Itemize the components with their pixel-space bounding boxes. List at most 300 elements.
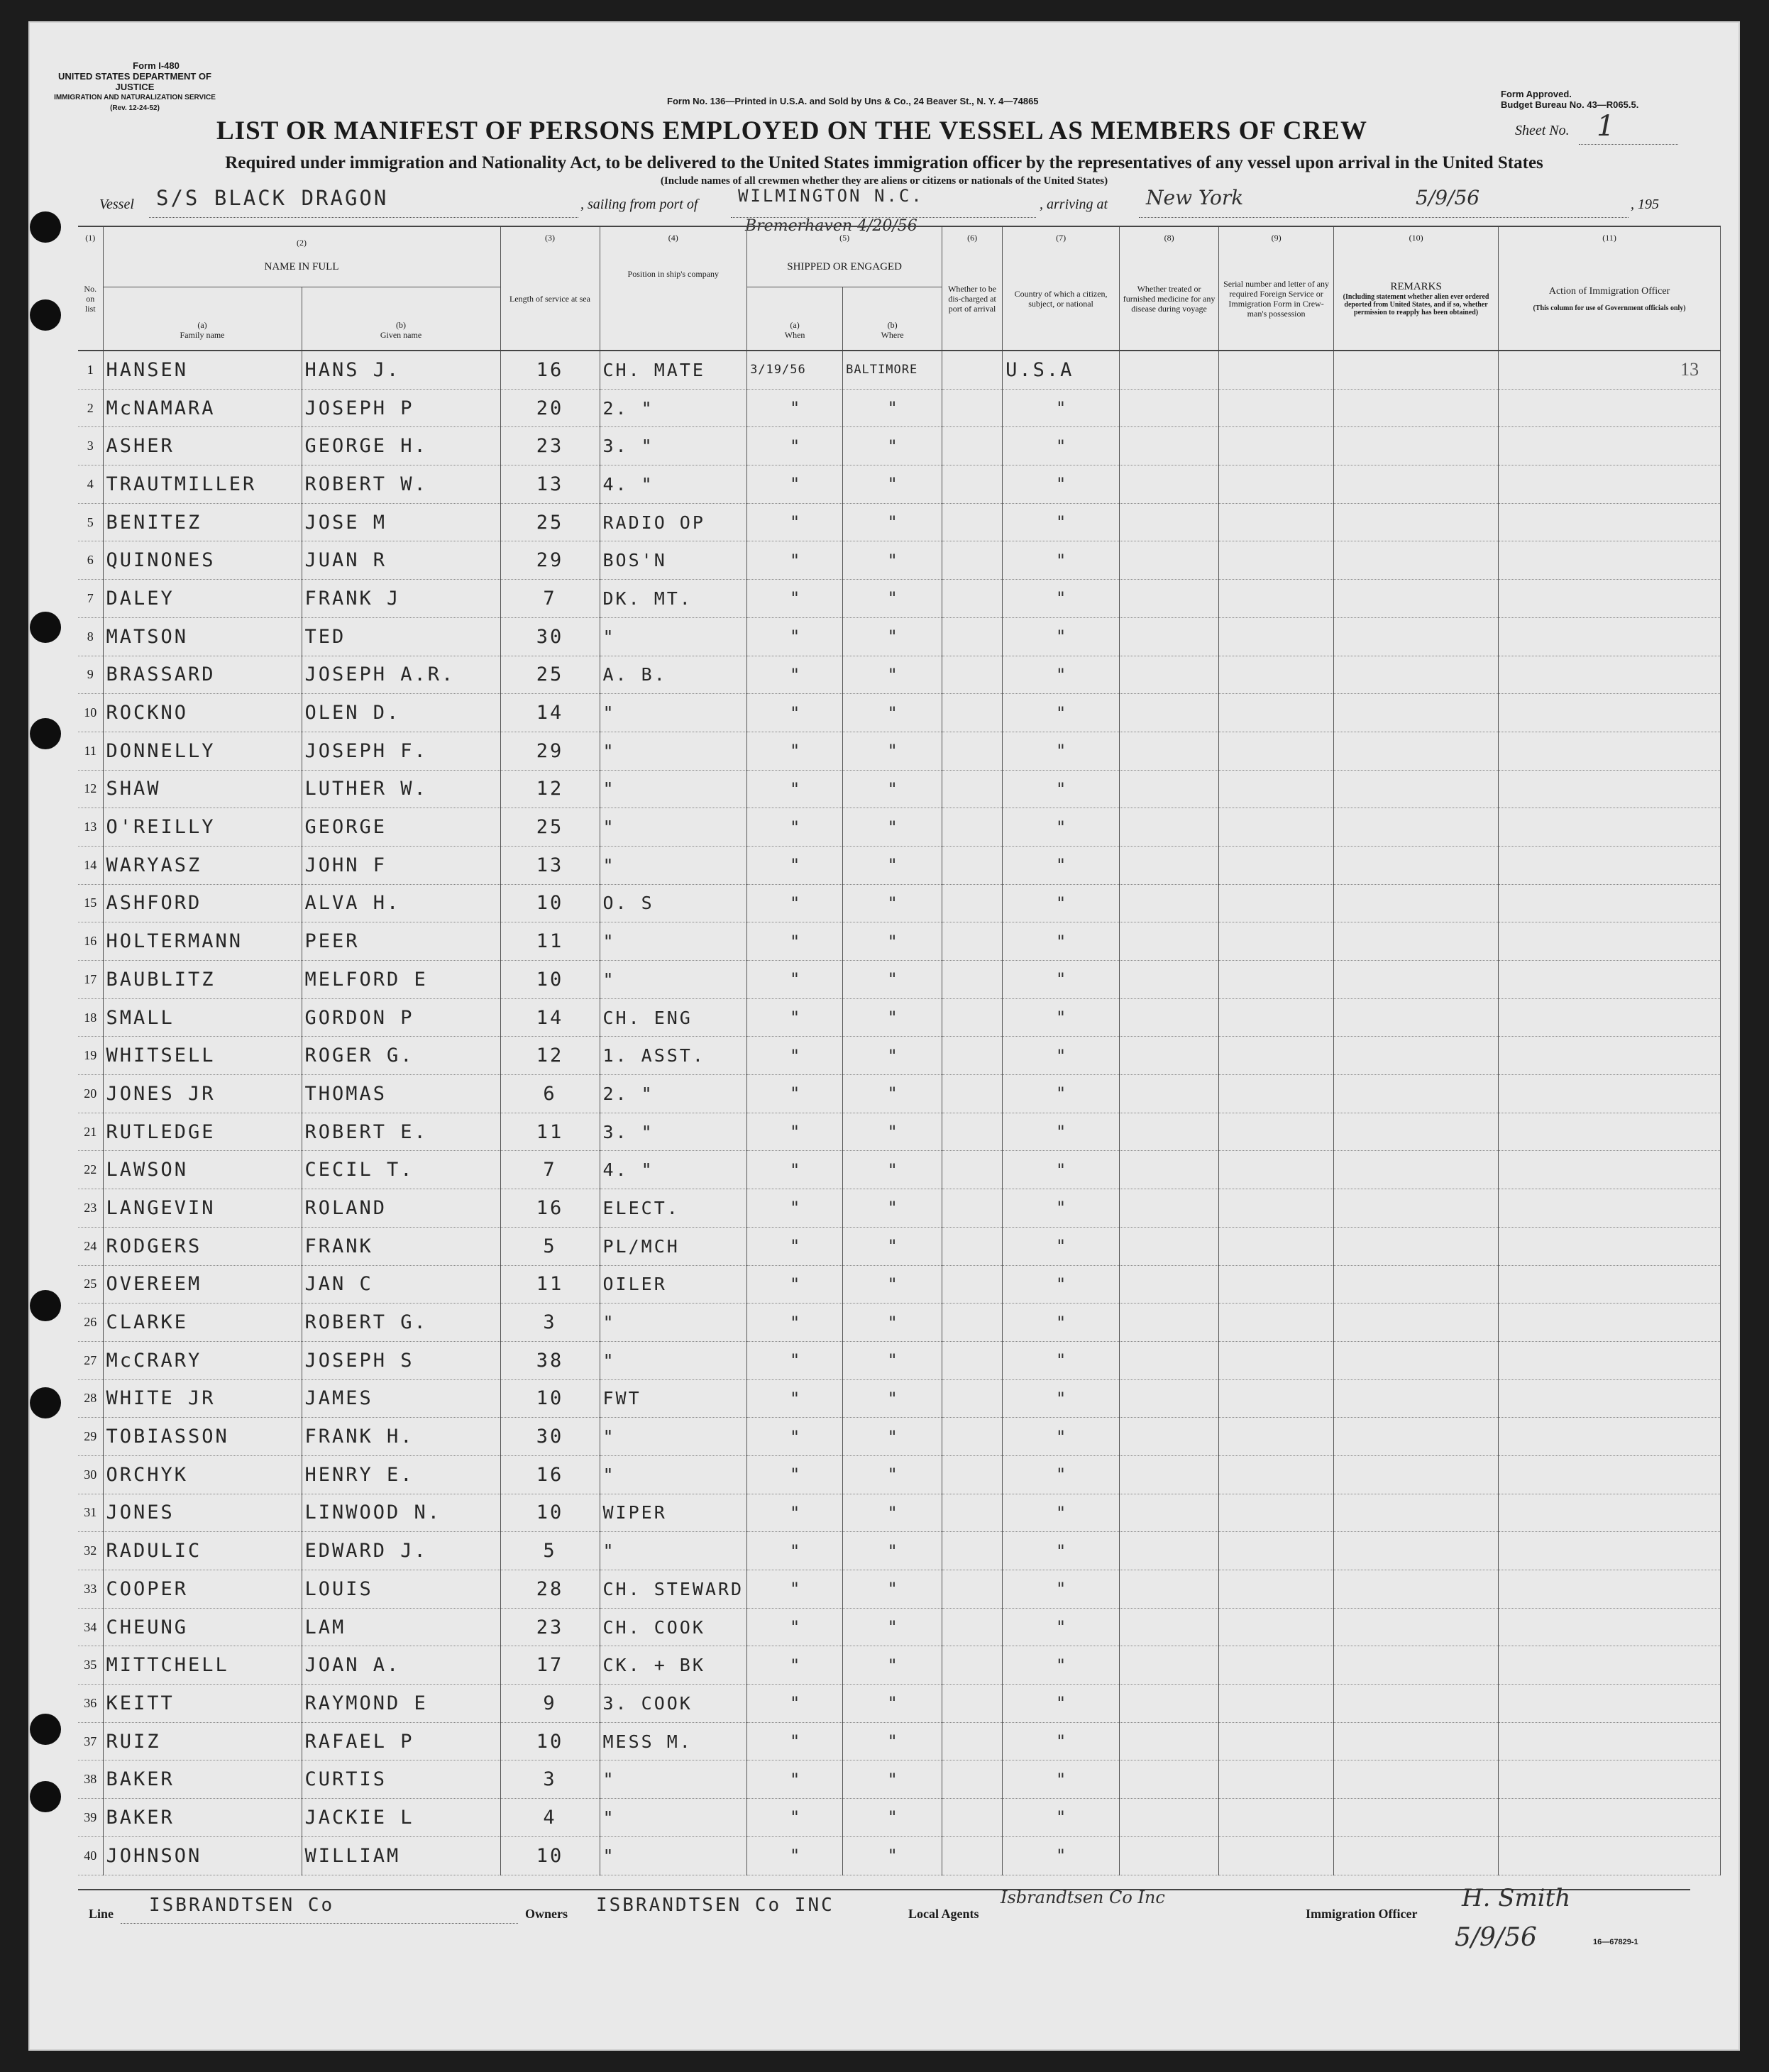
shipped-when: " bbox=[747, 1151, 843, 1189]
discharged bbox=[942, 503, 1003, 541]
serial bbox=[1219, 1113, 1334, 1151]
form-id-block bbox=[50, 60, 220, 114]
shipped-where: " bbox=[843, 580, 942, 618]
action bbox=[1499, 1532, 1721, 1570]
given-name: LAM bbox=[302, 1608, 500, 1646]
family-name: OVEREEM bbox=[103, 1265, 302, 1304]
action bbox=[1499, 1227, 1721, 1265]
given-name: THOMAS bbox=[302, 1075, 500, 1113]
discharged bbox=[942, 1760, 1003, 1799]
discharged bbox=[942, 1799, 1003, 1837]
treated bbox=[1120, 1646, 1219, 1685]
shipped-where: " bbox=[843, 961, 942, 999]
family-name: BAKER bbox=[103, 1760, 302, 1799]
serial bbox=[1219, 808, 1334, 847]
country: " bbox=[1003, 427, 1120, 465]
service-length: 3 bbox=[500, 1760, 600, 1799]
position: " bbox=[600, 1760, 747, 1799]
row-number: 4 bbox=[78, 465, 103, 504]
subnote: (Include names of all crewmen whether they are aliens or citizens or nationals of the United States) bbox=[660, 175, 1108, 187]
row-number: 26 bbox=[78, 1304, 103, 1342]
crew-row bbox=[78, 1418, 1721, 1456]
revision: (Rev. 12-24-52) bbox=[110, 104, 160, 112]
col-no-num: (1) bbox=[78, 226, 103, 248]
shipped-when: " bbox=[747, 998, 843, 1037]
service-length: 3 bbox=[500, 1304, 600, 1342]
service-length: 29 bbox=[500, 541, 600, 580]
shipped-where: " bbox=[843, 998, 942, 1037]
country: " bbox=[1003, 808, 1120, 847]
discharged bbox=[942, 427, 1003, 465]
service-length: 10 bbox=[500, 1722, 600, 1760]
shipped-where: " bbox=[843, 1075, 942, 1113]
position: " bbox=[600, 1799, 747, 1837]
serial bbox=[1219, 1836, 1334, 1875]
shipped-where: " bbox=[843, 884, 942, 922]
given-name: LOUIS bbox=[302, 1570, 500, 1609]
country: " bbox=[1003, 541, 1120, 580]
serial bbox=[1219, 770, 1334, 808]
remarks bbox=[1334, 1151, 1499, 1189]
service-length: 4 bbox=[500, 1799, 600, 1837]
position: MESS M. bbox=[600, 1722, 747, 1760]
action bbox=[1499, 1189, 1721, 1228]
shipped-when: " bbox=[747, 846, 843, 884]
crew-row bbox=[78, 846, 1721, 884]
serial bbox=[1219, 1265, 1334, 1304]
given-name: JUAN R bbox=[302, 541, 500, 580]
shipped-when: " bbox=[747, 580, 843, 618]
country: " bbox=[1003, 1608, 1120, 1646]
serial bbox=[1219, 617, 1334, 656]
family-name: CLARKE bbox=[103, 1304, 302, 1342]
country: " bbox=[1003, 1722, 1120, 1760]
shipped-when: " bbox=[747, 389, 843, 427]
row-number: 8 bbox=[78, 617, 103, 656]
action bbox=[1499, 580, 1721, 618]
discharged bbox=[942, 1570, 1003, 1609]
country: " bbox=[1003, 1760, 1120, 1799]
discharged bbox=[942, 580, 1003, 618]
family-name: KEITT bbox=[103, 1685, 302, 1723]
family-name: BRASSARD bbox=[103, 656, 302, 694]
agents-value: Isbrandtsen Co Inc bbox=[1001, 1888, 1165, 1907]
service-length: 11 bbox=[500, 922, 600, 961]
discharged bbox=[942, 998, 1003, 1037]
shipped-where: " bbox=[843, 1570, 942, 1609]
position: WIPER bbox=[600, 1494, 747, 1532]
shipped-where: " bbox=[843, 389, 942, 427]
position: 3. " bbox=[600, 427, 747, 465]
vessel-underline bbox=[149, 217, 578, 218]
shipped-when: " bbox=[747, 656, 843, 694]
given-name: LINWOOD N. bbox=[302, 1494, 500, 1532]
subtitle: Required under immigration and Nationality Act, to be delivered to the United States immigration officer by the representatives of any vessel upon arrival in the United States bbox=[225, 153, 1543, 172]
action bbox=[1499, 541, 1721, 580]
serial bbox=[1219, 427, 1334, 465]
treated bbox=[1120, 1304, 1219, 1342]
shipped-when: " bbox=[747, 961, 843, 999]
service-length: 16 bbox=[500, 351, 600, 389]
serial bbox=[1219, 846, 1334, 884]
row-number: 17 bbox=[78, 961, 103, 999]
remarks-note: (Including statement whether alien ever ordered deported from United States, and if so, whether permission to reapply has been obtained) bbox=[1343, 293, 1489, 316]
serial bbox=[1219, 1799, 1334, 1837]
treated bbox=[1120, 1608, 1219, 1646]
serial bbox=[1219, 1608, 1334, 1646]
action bbox=[1499, 656, 1721, 694]
service-length: 25 bbox=[500, 656, 600, 694]
service-length: 5 bbox=[500, 1227, 600, 1265]
country: " bbox=[1003, 922, 1120, 961]
sheet-label: Sheet No. bbox=[1515, 123, 1570, 138]
shipped-when: " bbox=[747, 465, 843, 504]
service-length: 12 bbox=[500, 770, 600, 808]
position: FWT bbox=[600, 1379, 747, 1418]
position: ELECT. bbox=[600, 1189, 747, 1228]
treated bbox=[1120, 541, 1219, 580]
row-number: 7 bbox=[78, 580, 103, 618]
position: BOS'N bbox=[600, 541, 747, 580]
action bbox=[1499, 1608, 1721, 1646]
col-position: Position in ship's company bbox=[600, 248, 747, 351]
service-length: 10 bbox=[500, 1836, 600, 1875]
shipped-when: " bbox=[747, 1075, 843, 1113]
remarks bbox=[1334, 694, 1499, 732]
discharged bbox=[942, 1037, 1003, 1075]
action bbox=[1499, 922, 1721, 961]
country: " bbox=[1003, 1836, 1120, 1875]
action bbox=[1499, 846, 1721, 884]
serial bbox=[1219, 884, 1334, 922]
service-length: 16 bbox=[500, 1189, 600, 1228]
printer-note: Form No. 136—Printed in U.S.A. and Sold by Uns & Co., 24 Beaver St., N. Y. 4—74865 bbox=[667, 96, 1039, 106]
crew-row bbox=[78, 1075, 1721, 1113]
treated bbox=[1120, 1075, 1219, 1113]
treated bbox=[1120, 1189, 1219, 1228]
treated bbox=[1120, 1418, 1219, 1456]
serial bbox=[1219, 541, 1334, 580]
service-length: 13 bbox=[500, 465, 600, 504]
given-name: HANS J. bbox=[302, 351, 500, 389]
position: CH. ENG bbox=[600, 998, 747, 1037]
treated bbox=[1120, 465, 1219, 504]
shipped-where: " bbox=[843, 1836, 942, 1875]
row-number: 35 bbox=[78, 1646, 103, 1685]
col-name: NAME IN FULL bbox=[103, 248, 500, 287]
family-name: O'REILLY bbox=[103, 808, 302, 847]
approval-block bbox=[1501, 89, 1638, 110]
remarks bbox=[1334, 846, 1499, 884]
shipped-where: " bbox=[843, 1722, 942, 1760]
family-name: ORCHYK bbox=[103, 1455, 302, 1494]
crew-row bbox=[78, 1685, 1721, 1723]
given-name: PEER bbox=[302, 922, 500, 961]
given-name: JOSEPH P bbox=[302, 389, 500, 427]
country: " bbox=[1003, 1189, 1120, 1228]
serial bbox=[1219, 961, 1334, 999]
given-name: RAYMOND E bbox=[302, 1685, 500, 1723]
service-length: 11 bbox=[500, 1265, 600, 1304]
shipped-when: " bbox=[747, 1418, 843, 1456]
position: OILER bbox=[600, 1265, 747, 1304]
row-number: 16 bbox=[78, 922, 103, 961]
position: CK. + BK bbox=[600, 1646, 747, 1685]
family-name: LANGEVIN bbox=[103, 1189, 302, 1228]
family-name: JOHNSON bbox=[103, 1836, 302, 1875]
action bbox=[1499, 1722, 1721, 1760]
sheet-number: 1 bbox=[1597, 110, 1615, 143]
country: " bbox=[1003, 503, 1120, 541]
shipped-when: " bbox=[747, 922, 843, 961]
col-shipped-num: (5) bbox=[747, 226, 942, 248]
action-note: (This column for use of Government officials only) bbox=[1533, 304, 1686, 312]
shipped-when: " bbox=[747, 1494, 843, 1532]
treated bbox=[1120, 656, 1219, 694]
position: CH. COOK bbox=[600, 1608, 747, 1646]
treated bbox=[1120, 1341, 1219, 1379]
shipped-when: " bbox=[747, 1341, 843, 1379]
treated bbox=[1120, 1799, 1219, 1837]
row-number: 6 bbox=[78, 541, 103, 580]
row-number: 33 bbox=[78, 1570, 103, 1609]
remarks bbox=[1334, 1760, 1499, 1799]
serial bbox=[1219, 1304, 1334, 1342]
col-length-num: (3) bbox=[500, 226, 600, 248]
action bbox=[1499, 732, 1721, 770]
family-letter: (a) bbox=[197, 320, 207, 330]
service-length: 25 bbox=[500, 503, 600, 541]
crew-row bbox=[78, 1113, 1721, 1151]
row-number: 10 bbox=[78, 694, 103, 732]
position: O. S bbox=[600, 884, 747, 922]
vessel-label: Vessel bbox=[99, 197, 134, 212]
service-length: 20 bbox=[500, 389, 600, 427]
crew-row bbox=[78, 770, 1721, 808]
family-name: RODGERS bbox=[103, 1227, 302, 1265]
crew-row bbox=[78, 1341, 1721, 1379]
given-name: TED bbox=[302, 617, 500, 656]
serial bbox=[1219, 1532, 1334, 1570]
action bbox=[1499, 389, 1721, 427]
crew-row bbox=[78, 465, 1721, 504]
service-length: 14 bbox=[500, 694, 600, 732]
arrival-date: 5/9/56 bbox=[1416, 186, 1480, 209]
form-id: Form I-480 bbox=[133, 60, 180, 71]
discharged bbox=[942, 1722, 1003, 1760]
given-name: JOHN F bbox=[302, 846, 500, 884]
remarks bbox=[1334, 1494, 1499, 1532]
crew-row bbox=[78, 961, 1721, 999]
serial bbox=[1219, 1075, 1334, 1113]
serial bbox=[1219, 1685, 1334, 1723]
service-length: 30 bbox=[500, 617, 600, 656]
action-title: Action of Immigration Officer bbox=[1548, 286, 1670, 297]
country: " bbox=[1003, 1113, 1120, 1151]
shipped-where: " bbox=[843, 1760, 942, 1799]
col-where bbox=[843, 287, 942, 351]
family-name: RADULIC bbox=[103, 1532, 302, 1570]
row-number: 15 bbox=[78, 884, 103, 922]
shipped-where: " bbox=[843, 1379, 942, 1418]
position: DK. MT. bbox=[600, 580, 747, 618]
discharged bbox=[942, 465, 1003, 504]
country: " bbox=[1003, 1265, 1120, 1304]
country: " bbox=[1003, 846, 1120, 884]
shipped-when: " bbox=[747, 1189, 843, 1228]
action bbox=[1499, 1646, 1721, 1685]
serial bbox=[1219, 1227, 1334, 1265]
serial bbox=[1219, 1494, 1334, 1532]
shipped-where: " bbox=[843, 770, 942, 808]
position: " bbox=[600, 1341, 747, 1379]
country: " bbox=[1003, 1151, 1120, 1189]
country: " bbox=[1003, 1685, 1120, 1723]
given-name: JACKIE L bbox=[302, 1799, 500, 1837]
discharged bbox=[942, 1836, 1003, 1875]
treated bbox=[1120, 1494, 1219, 1532]
given-label: Given name bbox=[380, 330, 422, 340]
family-name: HANSEN bbox=[103, 351, 302, 389]
remarks bbox=[1334, 1189, 1499, 1228]
shipped-where: " bbox=[843, 1646, 942, 1685]
col-position-num: (4) bbox=[600, 226, 747, 248]
crew-row bbox=[78, 503, 1721, 541]
row-number: 34 bbox=[78, 1608, 103, 1646]
serial bbox=[1219, 389, 1334, 427]
shipped-where: " bbox=[843, 1608, 942, 1646]
col-treated: Whether treated or furnished medicine for any disease during voyage bbox=[1120, 248, 1219, 351]
shipped-when: " bbox=[747, 1227, 843, 1265]
discharged bbox=[942, 1646, 1003, 1685]
row-number: 23 bbox=[78, 1189, 103, 1228]
treated bbox=[1120, 1151, 1219, 1189]
position: 4. " bbox=[600, 1151, 747, 1189]
service-length: 11 bbox=[500, 1113, 600, 1151]
position: 3. COOK bbox=[600, 1685, 747, 1723]
action bbox=[1499, 1037, 1721, 1075]
shipped-when: " bbox=[747, 1455, 843, 1494]
action bbox=[1499, 808, 1721, 847]
given-name: ALVA H. bbox=[302, 884, 500, 922]
shipped-when: " bbox=[747, 808, 843, 847]
family-name: RUIZ bbox=[103, 1722, 302, 1760]
country: " bbox=[1003, 1570, 1120, 1609]
crew-row bbox=[78, 580, 1721, 618]
crew-row bbox=[78, 1265, 1721, 1304]
shipped-when: " bbox=[747, 1685, 843, 1723]
position: RADIO OP bbox=[600, 503, 747, 541]
family-name: BAUBLITZ bbox=[103, 961, 302, 999]
col-when bbox=[747, 287, 843, 351]
country: " bbox=[1003, 580, 1120, 618]
given-name: ROBERT W. bbox=[302, 465, 500, 504]
discharged bbox=[942, 884, 1003, 922]
service-length: 17 bbox=[500, 1646, 600, 1685]
family-name: SHAW bbox=[103, 770, 302, 808]
treated bbox=[1120, 1227, 1219, 1265]
col-action-num: (11) bbox=[1499, 226, 1721, 248]
country: " bbox=[1003, 1037, 1120, 1075]
remarks bbox=[1334, 1418, 1499, 1456]
officer-label: Immigration Officer bbox=[1306, 1907, 1418, 1921]
row-number: 22 bbox=[78, 1151, 103, 1189]
crew-row bbox=[78, 1037, 1721, 1075]
remarks bbox=[1334, 884, 1499, 922]
discharged bbox=[942, 1304, 1003, 1342]
crew-table bbox=[78, 226, 1721, 1875]
position: " bbox=[600, 1455, 747, 1494]
officer-date: 5/9/56 bbox=[1455, 1923, 1537, 1952]
shipped-when: " bbox=[747, 1760, 843, 1799]
service-length: 13 bbox=[500, 846, 600, 884]
shipped-where: " bbox=[843, 1227, 942, 1265]
position: " bbox=[600, 1532, 747, 1570]
shipped-when: " bbox=[747, 503, 843, 541]
shipped-when: " bbox=[747, 1799, 843, 1837]
line-underline bbox=[121, 1923, 518, 1924]
shipped-when: 3/19/56 bbox=[747, 351, 843, 389]
row-number: 1 bbox=[78, 351, 103, 389]
position: 4. " bbox=[600, 465, 747, 504]
action bbox=[1499, 617, 1721, 656]
action bbox=[1499, 770, 1721, 808]
shipped-when: " bbox=[747, 1722, 843, 1760]
family-name: JONES bbox=[103, 1494, 302, 1532]
discharged bbox=[942, 541, 1003, 580]
crew-row bbox=[78, 1494, 1721, 1532]
treated bbox=[1120, 1265, 1219, 1304]
shipped-when: " bbox=[747, 1037, 843, 1075]
position: A. B. bbox=[600, 656, 747, 694]
treated bbox=[1120, 1113, 1219, 1151]
position: " bbox=[600, 1304, 747, 1342]
family-name: CHEUNG bbox=[103, 1608, 302, 1646]
shipped-where: " bbox=[843, 465, 942, 504]
given-name: CURTIS bbox=[302, 1760, 500, 1799]
given-name: GEORGE bbox=[302, 808, 500, 847]
service-length: 23 bbox=[500, 1608, 600, 1646]
country: " bbox=[1003, 389, 1120, 427]
serial bbox=[1219, 1151, 1334, 1189]
position: " bbox=[600, 1418, 747, 1456]
serial bbox=[1219, 465, 1334, 504]
service-length: 23 bbox=[500, 427, 600, 465]
remarks bbox=[1334, 808, 1499, 847]
family-name: ASHFORD bbox=[103, 884, 302, 922]
remarks bbox=[1334, 1646, 1499, 1685]
treated bbox=[1120, 1379, 1219, 1418]
crew-row bbox=[78, 694, 1721, 732]
family-name: BENITEZ bbox=[103, 503, 302, 541]
service-length: 10 bbox=[500, 961, 600, 999]
given-name: JAN C bbox=[302, 1265, 500, 1304]
remarks bbox=[1334, 1304, 1499, 1342]
country: " bbox=[1003, 1646, 1120, 1685]
country: " bbox=[1003, 1494, 1120, 1532]
serial bbox=[1219, 1379, 1334, 1418]
country: " bbox=[1003, 1304, 1120, 1342]
remarks bbox=[1334, 998, 1499, 1037]
row-number: 21 bbox=[78, 1113, 103, 1151]
treated bbox=[1120, 1760, 1219, 1799]
row-number: 37 bbox=[78, 1722, 103, 1760]
arriving-port: New York bbox=[1146, 186, 1244, 209]
row-number: 14 bbox=[78, 846, 103, 884]
given-name: RAFAEL P bbox=[302, 1722, 500, 1760]
shipped-where: " bbox=[843, 1455, 942, 1494]
shipped-where: " bbox=[843, 694, 942, 732]
